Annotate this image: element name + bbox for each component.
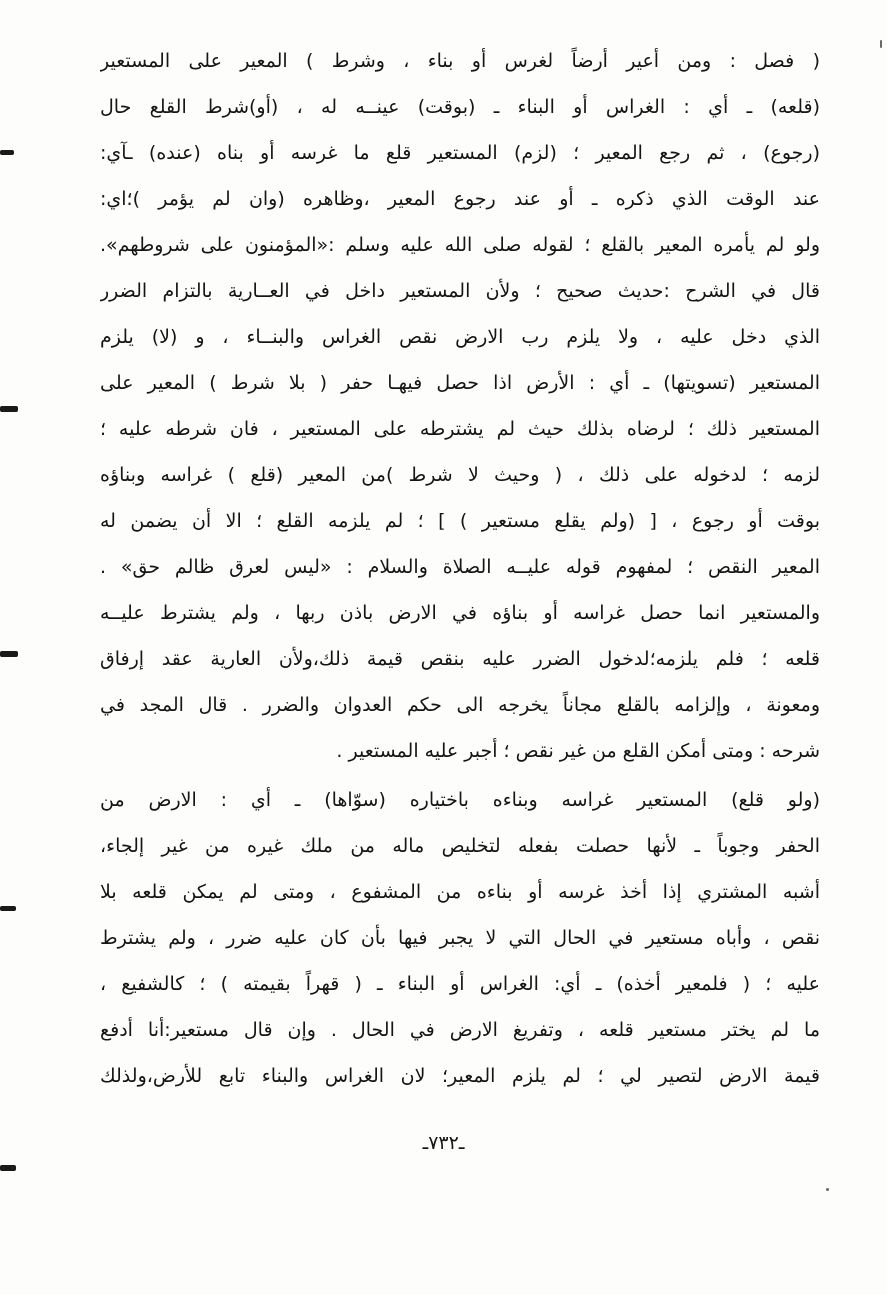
binding-mark	[0, 406, 18, 412]
binding-mark	[0, 1165, 16, 1171]
text-line: شرحه : ومتى أمكن القلع من غير نقص ؛ أجبر عليه المستعير .	[336, 740, 820, 762]
text-line: (قلعه) ـ أي : الغراس أو البناء ـ (بوقت) عينــه له ، (أو)شرط القلع حال	[100, 96, 820, 118]
text-line: والمستعير انما حصل غراسه أو بناؤه في الارض باذن ربها ، ولم يشترط عليــه	[100, 602, 820, 624]
paragraph-1	[100, 38, 820, 774]
scan-speck	[826, 1188, 829, 1191]
text-line: نقص ، وأباه مستعير في الحال التي لا يجبر فيها بأن كان عليه ضرر ، ولم يشترط	[100, 927, 820, 949]
text-line: بوقت أو رجوع ، [ (ولم يقلع مستعير ) ] ؛ لم يلزمه القلع ؛ الا أن يضمن له	[100, 510, 820, 532]
text-line: ( فصل : ومن أعير أرضاً لغرس أو بناء ، وشرط ) المعير على المستعير	[100, 50, 820, 72]
page-number: ـ٧٣٢ـ	[422, 1132, 465, 1154]
text-line: (رجوع) ، ثم رجع المعير ؛ (لزم) المستعير قلع ما غرسه أو بناه (عنده) ـآي:	[100, 142, 820, 164]
binding-mark	[0, 651, 18, 657]
scan-speck	[880, 40, 882, 48]
text-line: عليه ؛ ( فلمعير أخذه) ـ أي: الغراس أو البناء ـ ( قهراً بقيمته ) ؛ كالشفيع ،	[100, 973, 820, 995]
text-line: ولو لم يأمره المعير بالقلع ؛ لقوله صلى الله عليه وسلم :«المؤمنون على شروطهم».	[100, 234, 820, 256]
text-line: ومعونة ، وإلزامه بالقلع مجاناً يخرجه الى حكم العدوان والضرر . قال المجد في	[100, 694, 820, 716]
paragraph-2	[100, 777, 820, 1099]
binding-mark	[0, 150, 14, 155]
text-line: قلعه ؛ فلم يلزمه؛لدخول الضرر عليه بنقص قيمة ذلك،ولأن العارية عقد إرفاق	[100, 648, 820, 670]
text-line: ما لم يختر مستعير قلعه ، وتفريغ الارض في الحال . وإن قال مستعير:أنا أدفع	[100, 1019, 820, 1041]
binding-mark	[0, 906, 16, 911]
text-line: الذي دخل عليه ، ولا يلزم رب الارض نقص الغراس والبنــاء ، و (لا) يلزم	[100, 326, 820, 348]
text-line: قيمة الارض لتصير لي ؛ لم يلزم المعير؛ لان الغراس والبناء تابع للأرض،ولذلك	[100, 1065, 820, 1087]
text-line: قال في الشرح :حديث صحيح ؛ ولأن المستعير داخل في العــارية بالتزام الضرر	[100, 280, 820, 302]
text-line: (ولو قلع) المستعير غراسه وبناءه باختياره (سوّاها) ـ أي : الارض من	[100, 789, 820, 811]
text-line: عند الوقت الذي ذكره ـ أو عند رجوع المعير ،وظاهره (وان لم يؤمر )؛اي:	[100, 188, 820, 210]
text-line: المستعير ذلك ؛ لرضاه بذلك حيث لم يشترطه على المستعير ، فان شرطه عليه ؛	[100, 418, 820, 440]
text-line: المستعير (تسويتها) ـ أي : الأرض اذا حصل فيهـا حفر ( بلا شرط ) المعير على	[100, 372, 820, 394]
text-line: لزمه ؛ لدخوله على ذلك ، ( وحيث لا شرط )من المعير (قلع ) غراسه وبناؤه	[100, 464, 820, 486]
text-line: المعير النقص ؛ لمفهوم قوله عليــه الصلاة والسلام : «ليس لعرق ظالم حق» .	[100, 556, 820, 578]
text-line: أشبه المشتري إذا أخذ غرسه أو بناءه من المشفوع ، ومتى لم يمكن قلعه بلا	[100, 881, 820, 903]
text-line: الحفر وجوباً ـ لأنها حصلت بفعله لتخليص ماله من ملك غيره من غير إلجاء،	[100, 835, 820, 857]
